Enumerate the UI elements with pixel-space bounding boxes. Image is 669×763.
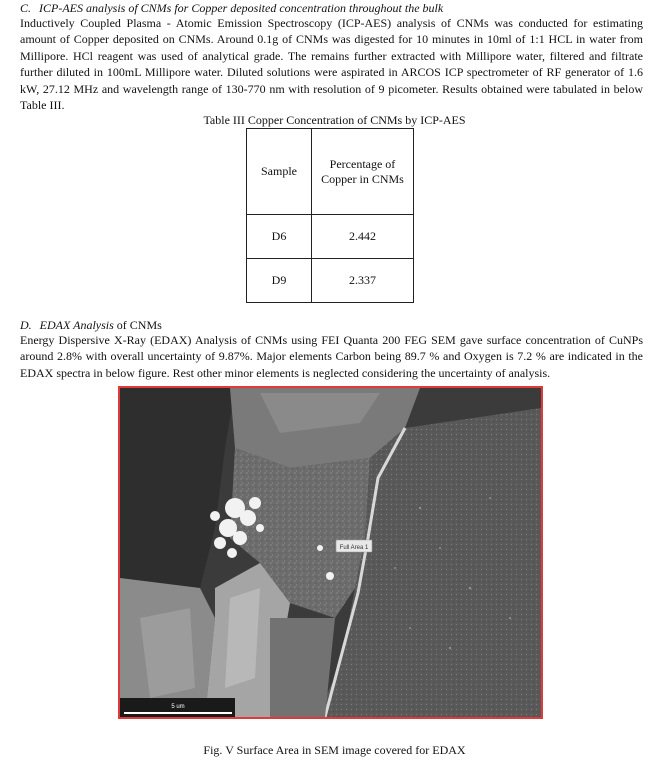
header-percentage: Percentage of Copper in CNMs bbox=[312, 129, 414, 215]
section-c-paragraph: Inductively Coupled Plasma - Atomic Emission Spectroscopy (ICP-AES) analysis of CNMs was conducted for estimating amount of Copper deposited on CNMs. Around 0.1g of CNMs was digested for 10 minutes in 10ml of 1:1 HCL in water from Millipore. HCl reagent was used of analytical grade. The remains further extracted with Millipore water, filtered and filtrate further diluted in 100mL Millipore water. Diluted solutions were aspirated in ARCOS ICP spectrometer of RF generator of 1.6 kW, 27.12 MHz and wavelength range of 130-770 nm with resolution of 9 picometer. Results obtained were tabulated in below Table III. bbox=[20, 16, 643, 113]
section-d-number: D. bbox=[20, 318, 32, 332]
section-c-heading bbox=[20, 1, 443, 15]
cell-value: 2.442 bbox=[312, 215, 414, 259]
header-sample: Sample bbox=[247, 129, 312, 215]
table-caption: Table III Copper Concentration of CNMs by ICP-AES bbox=[203, 113, 466, 127]
full-area-label: Full Area 1 bbox=[339, 545, 369, 551]
figure-caption: Fig. V Surface Area in SEM image covered for EDAX bbox=[203, 743, 466, 757]
table-row bbox=[247, 215, 414, 259]
cell-value: 2.337 bbox=[312, 259, 414, 303]
section-d-title-italic: EDAX Analysis bbox=[39, 318, 114, 332]
section-d-paragraph: Energy Dispersive X-Ray (EDAX) Analysis of CNMs using FEI Quanta 200 FEG SEM gave surface concentration of CuNPs around 2.8% with overall uncertainty of 9.87%. Major elements Carbon being 89.7 % and Oxygen is 7.2 % are indicated in the EDAX spectra in below figure. Rest other minor elements is neglected considering the uncertainty of analysis. bbox=[20, 333, 643, 380]
table-header-row bbox=[247, 129, 414, 215]
sem-image bbox=[118, 386, 543, 719]
scale-bar bbox=[124, 712, 232, 714]
copper-table bbox=[246, 128, 414, 303]
cell-sample: D6 bbox=[247, 215, 312, 259]
scale-bar-label: 5 um bbox=[171, 704, 185, 710]
cell-sample: D9 bbox=[247, 259, 312, 303]
section-c-title: ICP-AES analysis of CNMs for Copper deposited concentration throughout the bulk bbox=[39, 1, 444, 15]
section-d-title-rest: of CNMs bbox=[113, 318, 162, 332]
section-c-number: C. bbox=[20, 1, 32, 15]
table-row bbox=[247, 259, 414, 303]
section-d-heading bbox=[20, 318, 162, 332]
